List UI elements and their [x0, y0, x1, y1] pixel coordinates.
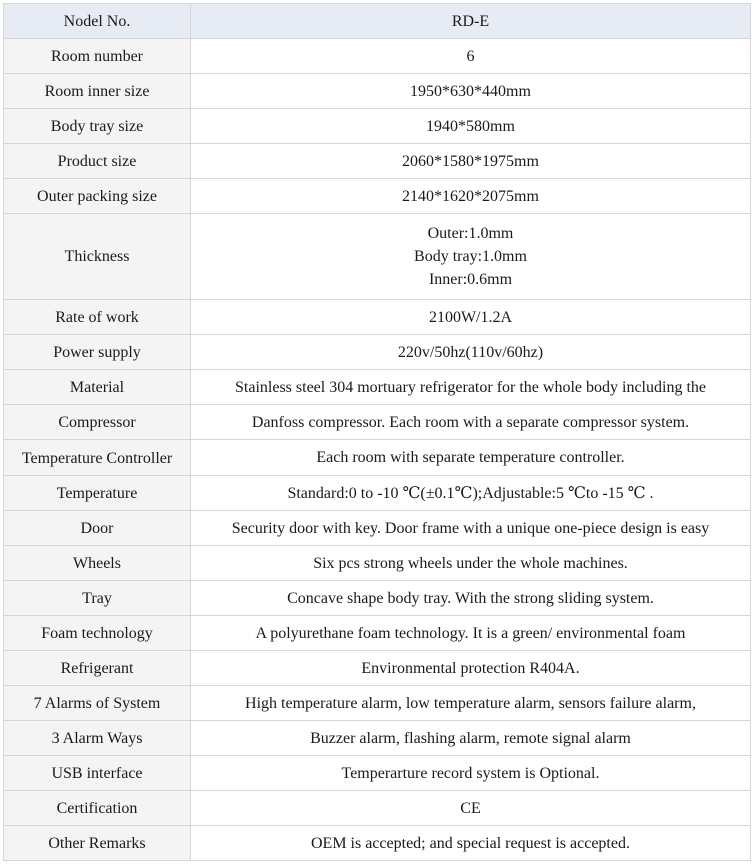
row-value: 6	[191, 39, 751, 74]
row-label: Outer packing size	[4, 179, 191, 214]
row-label: Thickness	[4, 214, 191, 300]
table-row	[4, 791, 751, 826]
table-row	[4, 651, 751, 686]
thickness-inner: Inner:0.6mm	[428, 271, 513, 288]
table-row-thickness	[4, 214, 751, 300]
row-value: Temperarture record system is Optional.	[191, 756, 751, 791]
table-row	[4, 616, 751, 651]
row-value: 2100W/1.2A	[191, 300, 751, 335]
table-row	[4, 686, 751, 721]
table-row	[4, 476, 751, 511]
row-value: Buzzer alarm, flashing alarm, remote signal alarm	[191, 721, 751, 756]
table-row	[4, 546, 751, 581]
row-label: Product size	[4, 144, 191, 179]
row-label	[4, 440, 191, 476]
row-value: Stainless steel 304 mortuary refrigerator for the whole body including the	[191, 370, 751, 405]
row-label: Foam technology	[4, 616, 191, 651]
row-value: Environmental protection R404A.	[191, 651, 751, 686]
row-value: Danfoss compressor. Each room with a separate compressor system.	[191, 405, 751, 440]
table-row	[4, 405, 751, 440]
table-row	[4, 370, 751, 405]
table-row	[4, 721, 751, 756]
table-row	[4, 581, 751, 616]
thickness-outer: Outer:1.0mm	[427, 225, 514, 242]
row-label: Wheels	[4, 546, 191, 581]
row-label: Material	[4, 370, 191, 405]
row-label: Power supply	[4, 335, 191, 370]
table-row	[4, 335, 751, 370]
row-label: Rate of work	[4, 300, 191, 335]
row-label: Tray	[4, 581, 191, 616]
row-label: Temperature	[4, 476, 191, 511]
thickness-body-tray: Body tray:1.0mm	[414, 248, 527, 265]
row-value: Standard:0 to -10 ℃(±0.1℃);Adjustable:5 ℃to -15 ℃ .	[191, 476, 751, 511]
row-value-thickness	[191, 214, 751, 300]
row-value: OEM is accepted; and special request is accepted.	[191, 826, 751, 861]
row-label: Room number	[4, 39, 191, 74]
row-label: Refrigerant	[4, 651, 191, 686]
row-label: 3 Alarm Ways	[4, 721, 191, 756]
row-label: Nodel No.	[4, 4, 191, 39]
table-row	[4, 144, 751, 179]
row-value: 220v/50hz(110v/60hz)	[191, 335, 751, 370]
table-row	[4, 511, 751, 546]
row-label: Other Remarks	[4, 826, 191, 861]
row-label: USB interface	[4, 756, 191, 791]
row-label: 7 Alarms of System	[4, 686, 191, 721]
row-value: 2140*1620*2075mm	[191, 179, 751, 214]
row-value: Each room with separate temperature controller.	[191, 440, 751, 476]
row-value: RD-E	[191, 4, 751, 39]
spec-table	[3, 3, 751, 861]
row-value: Concave shape body tray. With the strong sliding system.	[191, 581, 751, 616]
row-value: Six pcs strong wheels under the whole machines.	[191, 546, 751, 581]
table-row-model	[4, 4, 751, 39]
row-label: Compressor	[4, 405, 191, 440]
table-row	[4, 74, 751, 109]
clipped-label: Temperature Controller	[21, 450, 173, 467]
table-row	[4, 109, 751, 144]
table-row-temperature-controller	[4, 440, 751, 476]
table-row	[4, 826, 751, 861]
row-label: Room inner size	[4, 74, 191, 109]
row-value: High temperature alarm, low temperature alarm, sensors failure alarm,	[191, 686, 751, 721]
row-label: Body tray size	[4, 109, 191, 144]
table-row	[4, 179, 751, 214]
table-row	[4, 756, 751, 791]
row-label: Certification	[4, 791, 191, 826]
table-row	[4, 300, 751, 335]
row-value: 1950*630*440mm	[191, 74, 751, 109]
table-row	[4, 39, 751, 74]
row-value: A polyurethane foam technology. It is a green/ environmental foam	[191, 616, 751, 651]
row-value: CE	[191, 791, 751, 826]
row-label: Door	[4, 511, 191, 546]
row-value: Security door with key. Door frame with a unique one-piece design is easy	[191, 511, 751, 546]
row-value: 2060*1580*1975mm	[191, 144, 751, 179]
row-value: 1940*580mm	[191, 109, 751, 144]
